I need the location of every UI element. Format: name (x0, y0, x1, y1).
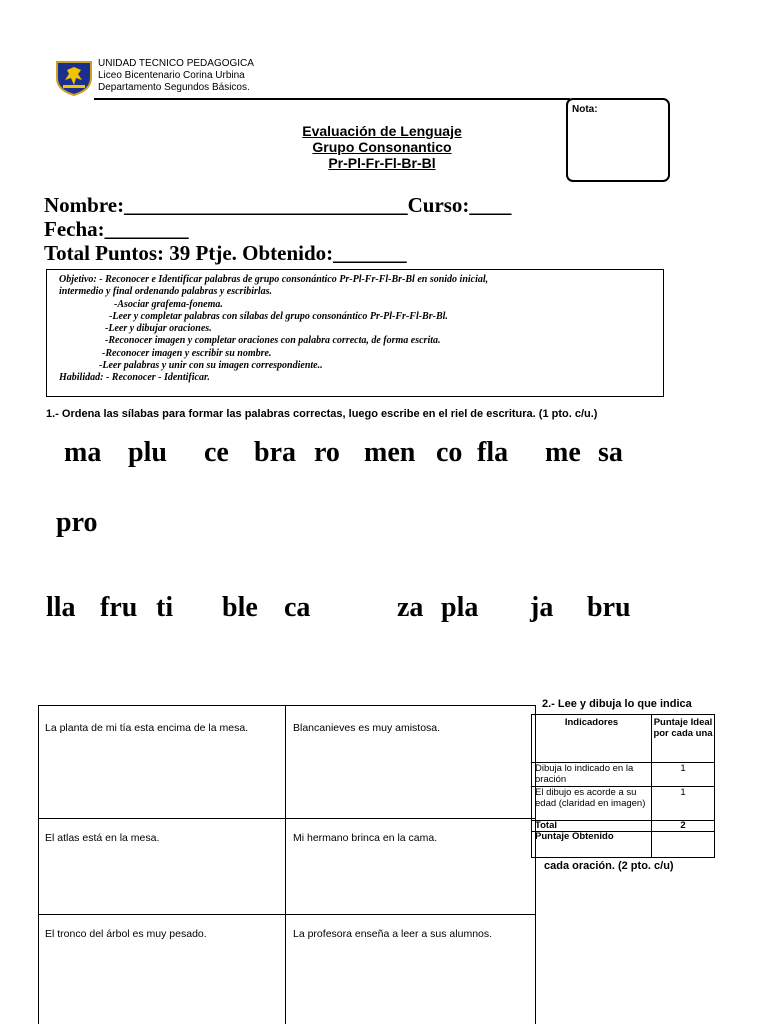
objective-line: -Reconocer imagen y escribir su nombre. (102, 347, 272, 359)
grade-label: Nota: (572, 104, 598, 115)
syllable: ca (284, 592, 311, 623)
objective-line: -Leer y dibujar oraciones. (105, 323, 212, 335)
rubric-points: 1 (680, 763, 686, 774)
syllable: ti (156, 592, 174, 623)
syllable: za (397, 592, 424, 623)
rubric-indicator: Dibuja lo indicado en la oración (535, 763, 634, 785)
objective-line: -Leer y completar palabras con sílabas del grupo consonántico Pr-Pl-Fr-Fl-Br-Bl. (109, 310, 448, 322)
drawing-grid (38, 705, 536, 1024)
school-shield-logo (54, 58, 94, 96)
syllable: ce (204, 437, 229, 468)
syllable: fla (477, 437, 509, 468)
rubric-total-points: 2 (680, 820, 686, 831)
objective-skill-line: Habilidad: - Reconocer - Identificar. (59, 372, 210, 384)
exam-title-line2: Grupo Consonantico (312, 139, 452, 155)
grade-box (566, 98, 670, 182)
rubric-table (531, 714, 715, 858)
rubric-points: 1 (680, 787, 686, 798)
grid-divider (39, 914, 535, 915)
syllable: bru (587, 592, 631, 623)
sentence-cell: La profesora enseña a leer a sus alumnos. (293, 928, 493, 940)
rubric-header-points: Puntaje Ideal por cada una (653, 717, 713, 739)
rubric-total-label: Total (535, 820, 557, 831)
syllable: ble (222, 592, 258, 623)
instruction-2-part2: cada oración. (2 pto. c/u) (544, 860, 674, 872)
instruction-2-part1: 2.- Lee y dibuja lo que indica (542, 698, 692, 710)
school-department: Departamento Segundos Básicos. (98, 82, 250, 93)
syllable: lla (46, 592, 76, 623)
rubric-indicator: El dibujo es acorde a su edad (claridad en imagen) (535, 787, 646, 809)
sentence-cell: La planta de mi tía esta encima de la mesa. (45, 722, 249, 734)
syllable: plu (128, 437, 167, 468)
objective-line: intermedio y final ordenando palabras y escribirlas. (59, 286, 273, 298)
grid-divider (285, 706, 286, 1024)
objective-line: -Asociar grafema-fonema. (114, 298, 223, 310)
syllable: bra (254, 437, 296, 468)
header-divider (94, 98, 570, 100)
syllable: ma (64, 437, 102, 468)
sentence-cell: Mi hermano brinca en la cama. (293, 832, 438, 844)
school-name: Liceo Bicentenario Corina Urbina (98, 70, 245, 81)
syllable: sa (598, 437, 623, 468)
grid-divider (39, 818, 535, 819)
syllable: men (364, 437, 416, 468)
student-fields (44, 193, 511, 265)
rubric-obtained-label: Puntaje Obtenido (535, 831, 614, 842)
exam-title (260, 123, 504, 171)
syllable: co (436, 437, 463, 468)
objective-line: -Leer palabras y unir con su imagen correspondiente.. (99, 360, 323, 372)
syllable: ro (314, 437, 340, 468)
sentence-cell: El atlas está en la mesa. (45, 832, 160, 844)
date-field: Fecha:________ (44, 217, 189, 241)
name-course-field: Nombre:___________________________Curso:____ (44, 193, 512, 217)
school-info (98, 58, 254, 94)
objective-text (59, 274, 659, 385)
syllable: ja (530, 592, 554, 623)
syllable: pro (56, 507, 98, 538)
sentence-cell: Blancanieves es muy amistosa. (293, 722, 441, 734)
objective-line: -Reconocer imagen y completar oraciones con palabra correcta, de forma escrita. (105, 335, 441, 347)
objective-box (46, 269, 664, 397)
objective-line: Objetivo: - Reconocer e Identificar palabras de grupo consonántico Pr-Pl-Fr-Fl-Br-Bl en sonido inicial, (59, 274, 489, 285)
syllable: me (545, 437, 581, 468)
syllable: pla (441, 592, 479, 623)
exam-title-line3: Pr-Pl-Fr-Fl-Br-Bl (328, 155, 436, 171)
score-field: Total Puntos: 39 Ptje. Obtenido:_______ (44, 241, 407, 265)
rubric-header-indicators: Indicadores (564, 717, 619, 728)
sentence-cell: El tronco del árbol es muy pesado. (45, 928, 207, 940)
instruction-1: 1.- Ordena las sílabas para formar las palabras correctas, luego escribe en el riel de escritura. (1 pto. c/u.) (46, 408, 598, 420)
syllable: fru (100, 592, 138, 623)
school-unit: UNIDAD TECNICO PEDAGOGICA (98, 58, 254, 69)
exam-title-line1: Evaluación de Lenguaje (302, 123, 462, 139)
